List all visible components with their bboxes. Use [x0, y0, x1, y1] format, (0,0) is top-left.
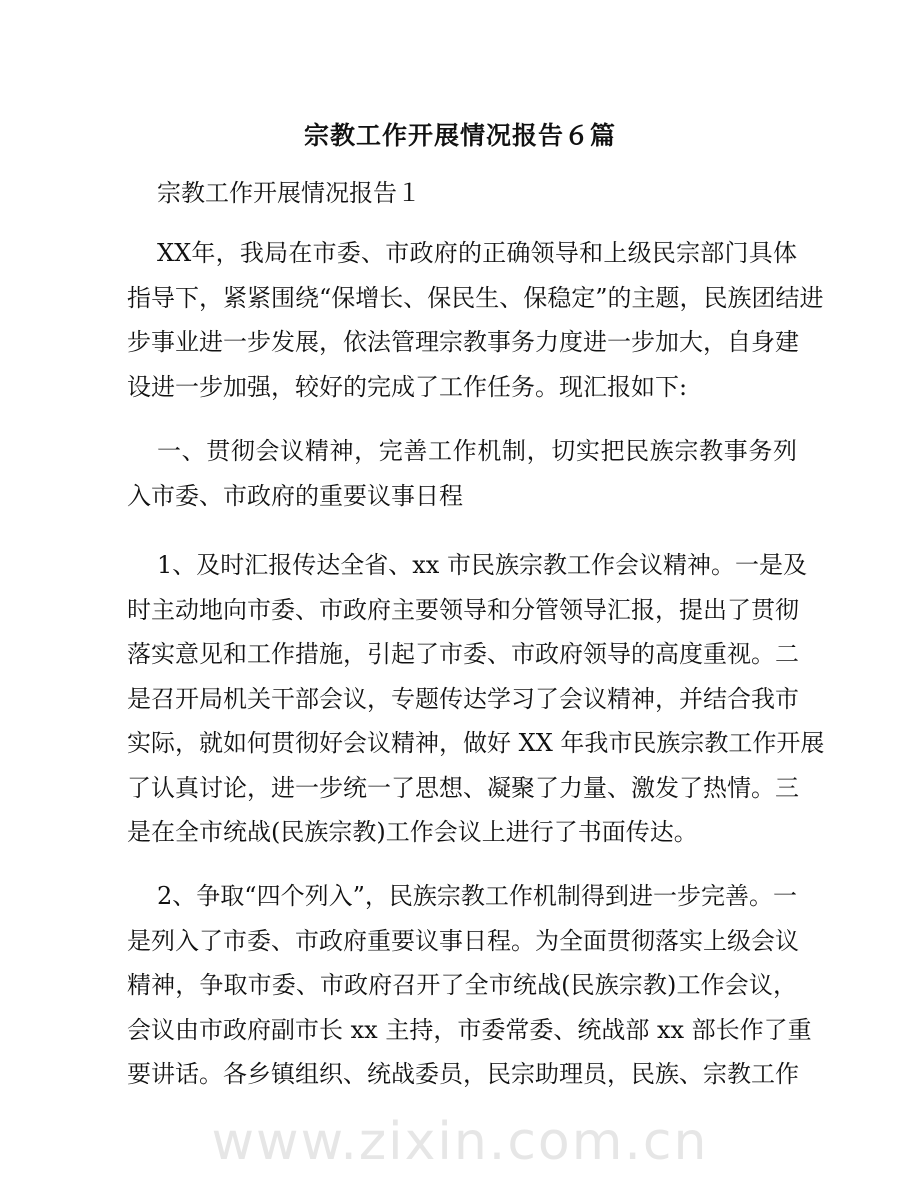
text-line: 1、及时汇报传达全省、xx 市民族宗教工作会议精神。一是及 — [157, 551, 807, 579]
text-line: 时主动地向市委、市政府主要领导和分管领导汇报，提出了贯彻 — [127, 595, 799, 624]
text-line: 会议由市政府副市长 xx 主持，市委常委、统战部 xx 部长作了重 — [127, 1015, 812, 1044]
paragraph-intro — [127, 231, 824, 409]
text-line: XX年，我局在市委、市政府的正确领导和上级民宗部门具体 — [157, 239, 797, 267]
paragraph-heading-one — [127, 429, 797, 518]
watermark: www.zixin.com.cn — [211, 1112, 709, 1172]
text-line: 实际，就如何贯彻好会议精神，做好 XX 年我市民族宗教工作开展 — [127, 729, 825, 757]
paragraph-item-1 — [127, 543, 825, 855]
text-line: 入市委、市政府的重要议事日程 — [127, 481, 463, 510]
text-line: 了认真讨论，进一步统一了思想、凝聚了力量、激发了热情。三 — [127, 773, 799, 802]
section-heading — [127, 171, 797, 216]
text-line: 精神，争取市委、市政府召开了全市统战(民族宗教)工作会议， — [127, 971, 797, 999]
text-line: 是召开局机关干部会议，专题传达学习了会议精神，并结合我市 — [127, 684, 799, 713]
text-line: 设进一步加强，较好的完成了工作任务。现汇报如下: — [127, 372, 688, 401]
text-line: 落实意见和工作措施，引起了市委、市政府领导的高度重视。二 — [127, 640, 799, 668]
text-line: 一、贯彻会议精神，完善工作机制，切实把民族宗教事务列 — [157, 437, 797, 465]
text-line: 步事业进一步发展，依法管理宗教事务力度进一步加大，自身建 — [127, 328, 799, 356]
text-line: 是列入了市委、市政府重要议事日程。为全面贯彻落实上级会议 — [127, 926, 799, 955]
text-line: 是在全市统战(民族宗教)工作会议上进行了书面传达。 — [127, 818, 698, 846]
text-line: 2、争取“四个列入”，民族宗教工作机制得到进一步完善。一 — [157, 882, 797, 910]
paragraph-item-2 — [127, 874, 812, 1097]
text-line: 要讲话。各乡镇组织、统战委员，民宗助理员，民族、宗教工作 — [127, 1060, 799, 1088]
section-heading-text: 宗教工作开展情况报告１ — [157, 179, 421, 207]
text-line: 指导下，紧紧围绕“保增长、保民生、保稳定”的主题，民族团结进 — [127, 283, 824, 312]
document-title: 宗教工作开展情况报告６篇 — [303, 121, 616, 150]
